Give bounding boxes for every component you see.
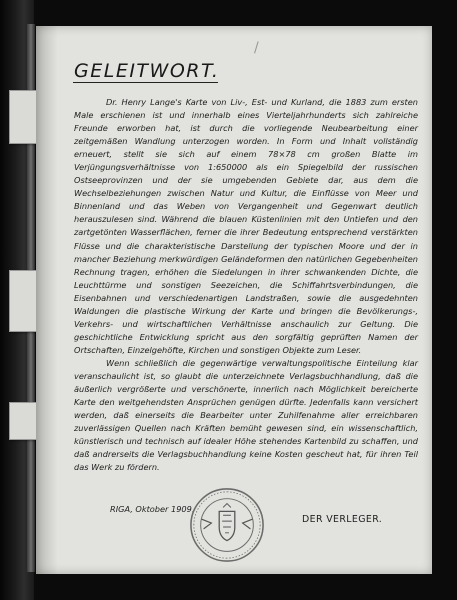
paragraph-1: Dr. Henry Lange's Karte von Liv-, Est- und Kurland, die 1883 zum ersten Male erschienen ist und innerhalb eines Vierteljahrhunderts sich zahlreiche Freunde erworben hat, ist durch die vorliegende Neubearbeitung einer zeitgemäßen Wandlung unterzogen worden. In Form und Inhalt vollständig erneuert, stellt sie sich auf einem 78×78 cm großen Blatte im Verjüngungsverhältnisse von 1:650000 als ein Spiegelbild der russischen Ostseeprovinzen und der sie umgebenden Gebiete dar, aus dem die Wechselbeziehungen zwischen Natur und Kultur, die Einflüsse von Meer und Binnenland und das Weben von Vergangenheit und Gegenwart deutlich herauszulesen sind. Während die blauen Küstenlinien mit den Untiefen und den zartgetönten Wasserflächen, ferner die ihrer Bedeutung entsprechend verstärkten Flüsse und die charakteristische Darstellung der typischen Moore und der in mancher Beziehung merkwürdigen Geländeformen den natürlichen Gegebenheiten Rechnung tragen, erhöhen die Siedelungen in ihrer schwankenden Dichte, die Leuchttürme und sonstigen Seezeichen, die Schiffahrtsverbindungen, die Eisenbahnen und verschiedenartigen Landstraßen, sowie die ausgedehnten Waldungen die plastische Wirkung der Karte und bringen die Bevölkerungs-, Verkehrs- und wirtschaftlichen Verhältnisse anschaulich zur Geltung. Die geschichtliche Entwicklung spricht aus den sorgfältig geprüften Namen der Ortschaften, Einzelgehöfte, Kirchen und sonstigen Objekte zum Leser. [74, 97, 418, 355]
pencil-mark: / [254, 40, 259, 56]
signature: DER VERLEGER. [302, 514, 383, 525]
paragraph-2: Wenn schließlich die gegenwärtige verwaltungspolitische Einteilung klar veranschaulicht ist, so glaubt die unterzeichnete Verlagsbuchhandlung, daß die äußerlich vergrößerte und verschönerte, innerlich nach Möglichkeit bereicherte Karte den weitgehendsten Ansprüchen genügen dürfte. Jedenfalls kann versichert werden, daß einerseits die Bearbeiter unter Zuhilfenahme aller erreichbaren zuverlässigen Quellen nach Kräften bemüht gewesen sind, ein wissenschaftlich, künstlerisch und technisch auf idealer Höhe stehendes Kartenbild zu schaffen, und daß andrerseits die Verlagsbuchhandlung keine Kosten gescheut hat, für ihren Teil das Werk zu fördern. [74, 357, 418, 473]
binding-tab-middle [9, 270, 37, 332]
page-title: GELEITWORT. [74, 60, 220, 82]
body-text [74, 96, 418, 474]
title-underline [73, 82, 218, 83]
library-stamp-icon [188, 486, 266, 564]
page-gutter-shadow [36, 26, 58, 574]
place-date: RIGA, Oktober 1909. [110, 504, 195, 514]
binding-tab-bottom [9, 402, 37, 440]
document-page [36, 26, 432, 574]
binding-tab-top [9, 90, 37, 144]
